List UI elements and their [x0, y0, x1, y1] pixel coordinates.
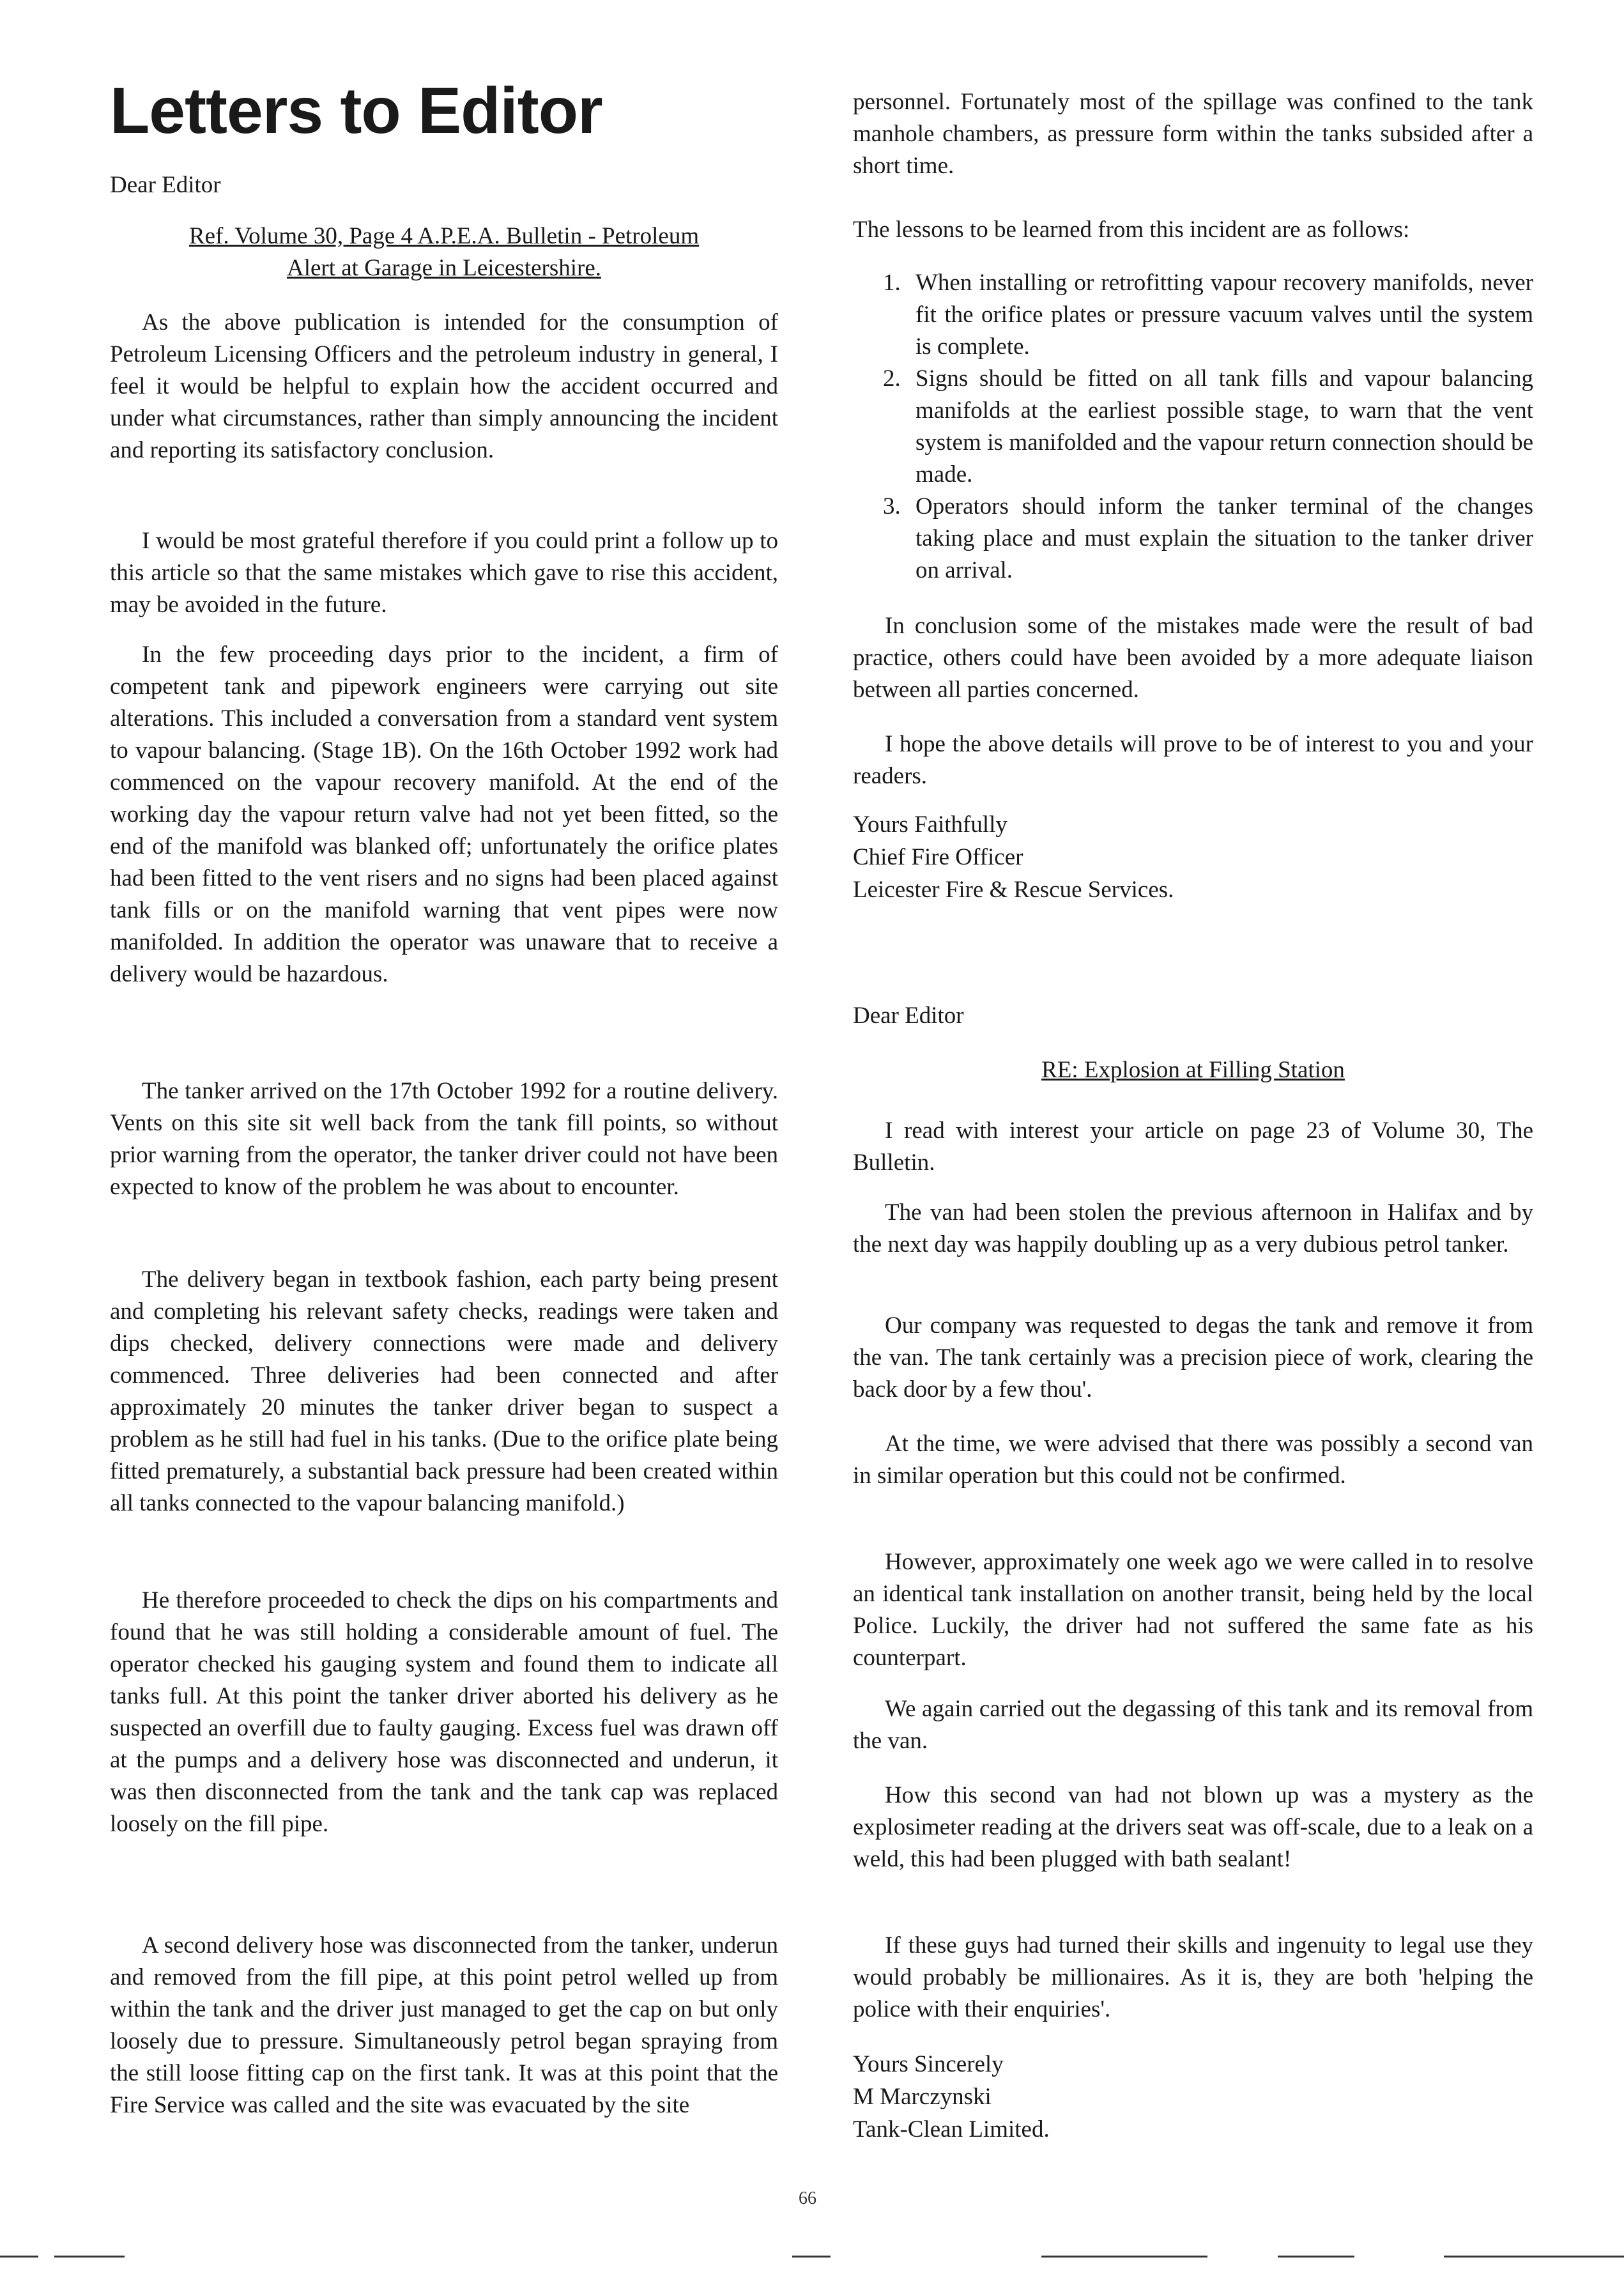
letter2-paragraph: However, approximately one week ago we were called in to resolve an identical tank installation on another transit, being held by the local Police. Luckily, the driver had not suffered the same fate as his counterpart.: [853, 1549, 1533, 1671]
letter1-paragraph: I would be most grateful therefore if you could print a follow up to this article so that the same mistakes which gave to rise this accident, may be avoided in the future.: [110, 528, 778, 618]
letter1-continuation: personnel. Fortunately most of the spillage was confined to the tank manhole chambers, as pressure form within the tanks subsided after a short time.: [853, 89, 1533, 179]
letter1-salutation: Dear Editor: [110, 172, 221, 198]
letter2-paragraph: How this second van had not blown up was a mystery as the explosimeter reading at the drivers seat was off-scale, due to a leak on a weld, this had been plugged with bath sealant!: [853, 1782, 1533, 1872]
page-title: Letters to Editor: [110, 74, 602, 147]
signoff-line: Yours Sincerely: [853, 2051, 1004, 2077]
letter2-paragraph: Our company was requested to degas the tank and remove it from the van. The tank certainly was a precision piece of work, clearing the back door by a few thou'.: [853, 1312, 1533, 1403]
letter1-paragraph: In the few proceeding days prior to the incident, a firm of competent tank and pipework engineers were carrying out site alterations. This included a conversation from a standard vent system to vapour balancing. (Stage 1B). On the 16th October 1992 work had commenced on the vapour recovery manifold. At the end of the working day the vapour return valve had not yet been fitted, so the end of the manifold was blanked off; unfortunately the orifice plates had been fitted to the vent risers and no signs had been placed against tank fills or on the manifold warning that vent pipes were now manifolded. In addition the operator was unaware that to receive a delivery would be hazardous.: [110, 642, 778, 987]
scan-rule: [1041, 2256, 1207, 2257]
scan-rule: [1444, 2256, 1624, 2257]
letter1-paragraph: The tanker arrived on the 17th October 1992 for a routine delivery. Vents on this site sit well back from the tank fill points, so without prior warning from the operator, the tanker driver could not have been expected to know of the problem he was about to encounter.: [110, 1078, 778, 1200]
signoff-line: Leicester Fire & Rescue Services.: [853, 877, 1174, 903]
scan-rule: [0, 2256, 38, 2257]
lesson-item: 3. Operators should inform the tanker terminal of the changes taking place and must explain the situation to the tanker driver on arrival.: [907, 491, 1533, 587]
letter1-paragraph: As the above publication is intended for the consumption of Petroleum Licensing Officers and the petroleum industry in general, I feel it would be helpful to explain how the accident occurred and under what circumstances, rather than simply announcing the incident and reporting its satisfactory conclusion.: [110, 309, 778, 463]
scan-rule: [54, 2256, 125, 2257]
signoff-line: Yours Faithfully: [853, 811, 1007, 838]
letter2-reference: RE: Explosion at Filling Station: [1041, 1057, 1345, 1083]
page-number: 66: [799, 2188, 816, 2208]
lessons-intro: The lessons to be learned from this incident are as follows:: [853, 217, 1410, 243]
letter2-signoff: [853, 2048, 1533, 2146]
letter1-paragraph: He therefore proceeded to check the dips on his compartments and found that he was still holding a considerable amount of fuel. The operator checked his gauging system and found them to indicate all tanks full. At this point the tanker driver aborted his delivery as he suspected an overfill due to faulty gauging. Excess fuel was drawn off at the pumps and a delivery hose was disconnected and underun, it was then disconnected from the tank and the tank cap was replaced loosely on the fill pipe.: [110, 1587, 778, 1837]
scan-rule: [792, 2256, 831, 2257]
signoff-line: Chief Fire Officer: [853, 844, 1023, 870]
signoff-line: Tank-Clean Limited.: [853, 2116, 1050, 2142]
letter2-paragraph: The van had been stolen the previous afternoon in Halifax and by the next day was happily doubling up as a very dubious petrol tanker.: [853, 1199, 1533, 1258]
letter2-paragraph: We again carried out the degassing of this tank and its removal from the van.: [853, 1696, 1533, 1754]
letter1-paragraph: A second delivery hose was disconnected from the tanker, underun and removed from the fill pipe, at this point petrol welled up from within the tank and the driver just managed to get the cap on but only loosely due to pressure. Simultaneously petrol began spraying from the still loose fitting cap on the first tank. It was at this point that the Fire Service was called and the site was evacuated by the site: [110, 1932, 778, 2118]
letter1-hope: I hope the above details will prove to be of interest to you and your readers.: [853, 731, 1533, 789]
letter1-reference: Ref. Volume 30, Page 4 A.P.E.A. Bulletin - Petroleum Alert at Garage in Leicestershire.: [188, 223, 700, 281]
lessons-list: [853, 267, 1533, 587]
letter2-paragraph: I read with interest your article on page 23 of Volume 30, The Bulletin.: [853, 1118, 1533, 1176]
signoff-line: M Marczynski: [853, 2084, 992, 2110]
letter1-paragraph: The delivery began in textbook fashion, each party being present and completing his relevant safety checks, readings were taken and dips checked, delivery connections were made and delivery commenced. Three deliveries had been connected and after approximately 20 minutes the tanker driver began to suspect a problem as he still had fuel in his tanks. (Due to the orifice plate being fitted prematurely, a substantial back pressure had been created within all tanks connected to the vapour balancing manifold.): [110, 1266, 778, 1516]
lesson-item: 1. When installing or retrofitting vapour recovery manifolds, never fit the orifice plates or pressure vacuum valves until the system is complete.: [907, 267, 1533, 363]
lesson-item: 2. Signs should be fitted on all tank fills and vapour balancing manifolds at the earliest possible stage, to warn that the vent system is manifolded and the vapour return connection should be made.: [907, 363, 1533, 491]
letter2-paragraph: At the time, we were advised that there was possibly a second van in similar operation but this could not be confirmed.: [853, 1431, 1533, 1489]
letter2-paragraph: If these guys had turned their skills and ingenuity to legal use they would probably be millionaires. As it is, they are both 'helping the police with their enquiries'.: [853, 1932, 1533, 2022]
letter1-conclusion: In conclusion some of the mistakes made were the result of bad practice, others could have been avoided by a more adequate liaison between all parties concerned.: [853, 613, 1533, 703]
letter1-signoff: [853, 808, 1533, 906]
scan-rule: [1278, 2256, 1354, 2257]
letter2-salutation: Dear Editor: [853, 1003, 964, 1029]
